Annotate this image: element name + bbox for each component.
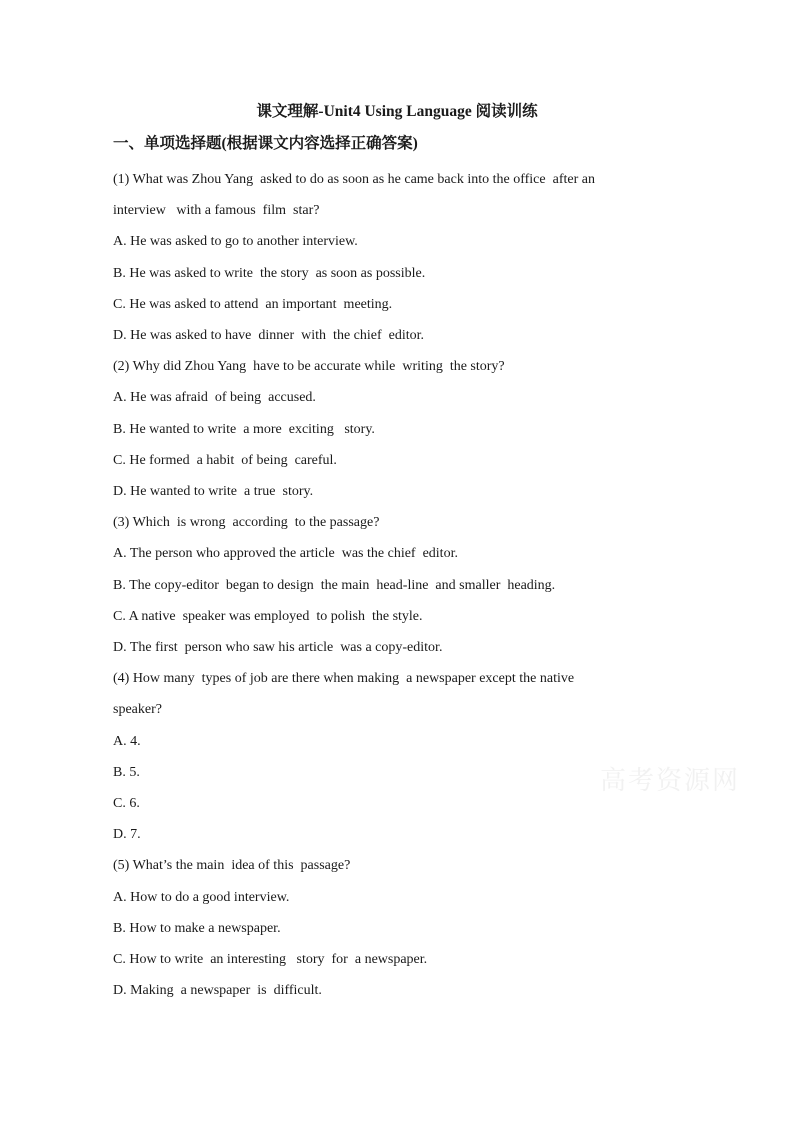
question-2 [113,351,683,507]
question-5 [113,850,683,1006]
question-5-option-a: A. How to do a good interview. [113,889,290,905]
question-1-stem-line-2: interview with a famous film star? [113,203,320,219]
question-1-option-c: C. He was asked to attend an important meeting. [113,296,393,312]
document-title: 课文理解-Unit4 Using Language 阅读训练 [256,103,538,120]
question-3 [113,507,683,663]
question-1-option-d: D. He was asked to have dinner with the chief editor. [113,328,425,344]
question-2-option-a: A. He was afraid of being accused. [113,390,316,406]
question-2-option-c: C. He formed a habit of being careful. [113,452,337,468]
question-2-option-b: B. He wanted to write a more exciting story. [113,421,375,437]
question-3-option-a: A. The person who approved the article was the chief editor. [113,546,458,562]
question-5-option-c: C. How to write an interesting story for a newspaper. [113,952,428,968]
question-3-option-c: C. A native speaker was employed to polish the style. [113,608,423,624]
question-4-option-d: D. 7. [113,827,141,843]
questions-list [113,164,683,1006]
question-4 [113,663,683,850]
question-1 [113,164,683,351]
question-1-option-a: A. He was asked to go to another interview. [113,234,358,250]
question-5-stem-line-1: (5) What’s the main idea of this passage? [113,858,351,874]
watermark: 高考资源网 [600,766,741,796]
question-4-option-a: A. 4. [113,733,141,749]
question-4-stem-line-2: speaker? [113,702,162,718]
question-3-option-d: D. The first person who saw his article was a copy-editor. [113,640,443,656]
question-2-option-d: D. He wanted to write a true story. [113,484,314,500]
section-heading: 一、单项选择题(根据课文内容选择正确答案) [113,135,418,152]
question-4-stem-line-1: (4) How many types of job are there when making a newspaper except the native [113,671,575,687]
question-2-stem-line-1: (2) Why did Zhou Yang have to be accurate while writing the story? [113,359,505,375]
question-5-option-b: B. How to make a newspaper. [113,920,281,936]
question-4-option-b: B. 5. [113,764,140,780]
question-4-option-c: C. 6. [113,796,140,812]
question-1-option-b: B. He was asked to write the story as soon as possible. [113,265,426,281]
question-1-stem-line-1: (1) What was Zhou Yang asked to do as soon as he came back into the office after an [113,172,595,187]
question-3-stem-line-1: (3) Which is wrong according to the passage? [113,515,380,531]
question-5-option-d: D. Making a newspaper is difficult. [113,983,322,999]
question-3-option-b: B. The copy-editor began to design the main head-line and smaller heading. [113,577,556,593]
